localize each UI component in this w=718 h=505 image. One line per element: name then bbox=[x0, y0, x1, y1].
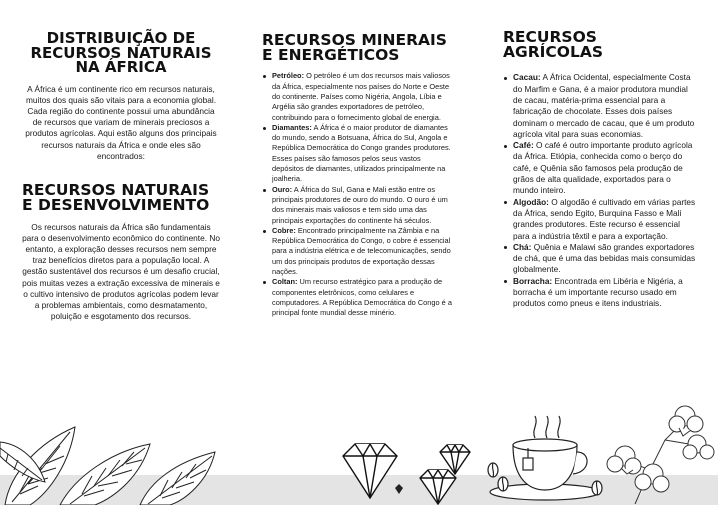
minerals-list bbox=[262, 71, 452, 318]
column-intro bbox=[22, 0, 220, 322]
section-title-development: RECURSOS NATURAIS E DESENVOLVIMENTO bbox=[22, 180, 210, 214]
item-term: Cacau: bbox=[513, 72, 541, 83]
agriculture-list bbox=[503, 72, 697, 309]
item-term: Coltan: bbox=[272, 277, 298, 287]
list-item bbox=[503, 242, 697, 276]
minerals-title: RECURSOS MINERAIS E ENERGÉTICOS bbox=[262, 31, 447, 65]
item-text: O café é outro importante produto agrícola da África. Etiópia, conhecida como o berço do café, e Quênia são famosos pela produção de grãos de alta qualidade, exportados para o mundo inteiro. bbox=[513, 140, 693, 196]
list-item bbox=[503, 197, 697, 242]
list-item bbox=[503, 72, 697, 140]
column-agriculture bbox=[503, 0, 697, 310]
item-text: Encontrado principalmente na Zâmbia e na República Democrática do Congo, o cobre é essencial para a indústria elétrica e de telecomunicações, sendo um dos principais produtos de exportação dessas nações. bbox=[272, 225, 451, 277]
item-text: A África Ocidental, especialmente Costa do Marfim e Gana, é a maior produtora mundial de cacau, matéria-prima essencial para a fabricação de chocolate. Esses dois países dominam o mercado de cacau, que é um produto agrícola vital para suas economias. bbox=[513, 72, 695, 139]
item-text: Encontrada em Libéria e Nigéria, a borracha é um importante recurso usado em produtos como pneus e itens industriais. bbox=[513, 275, 683, 309]
item-text: Um recurso estratégico para a produção de componentes eletrônicos, como celulares e computadores. A República Democrática do Congo é a principal fonte mundial desse minério. bbox=[272, 277, 452, 318]
item-term: Ouro: bbox=[272, 184, 293, 194]
list-item bbox=[262, 277, 452, 318]
item-term: Café: bbox=[513, 140, 534, 151]
diamonds-icon bbox=[335, 438, 480, 505]
development-paragraph: Os recursos naturais da África são fundamentais para o desenvolvimento econômico do continente. No entanto, a exploração desses recursos nem sempre traz benefícios diretos para a população local. A gestão sustentável dos recursos é um desafio crucial, pois muitas vezes a extração excessiva de minerais e o cultivo intensivo de produtos agrícolas podem levar a problemas ambientais, como desmatamento, poluição e esgotamento dos recursos. bbox=[22, 222, 220, 321]
tropical-leaves-icon bbox=[0, 382, 230, 505]
item-text: A África do Sul, Gana e Mali estão entre os principais produtores de ouro do mundo. O ouro é um dos minerais mais valiosos e tem sido uma das principais exportações do continente há séculos. bbox=[272, 184, 448, 225]
item-term: Algodão: bbox=[513, 196, 549, 207]
item-term: Diamantes: bbox=[272, 122, 312, 132]
item-text: Quênia e Malawi são grandes exportadores de chá, que é uma das bebidas mais consumidas globalmente. bbox=[513, 241, 696, 275]
intro-paragraph: A África é um continente rico em recursos naturais, muitos dos quais são vitais para a economia global. Cada região do continente possui uma abundância de recursos que variam de minerais preciosos a produtos agrícolas. Aqui estão alguns dos principais recursos naturais da África e onde eles são encontrados: bbox=[25, 84, 217, 161]
list-item bbox=[262, 185, 452, 226]
list-item bbox=[262, 226, 452, 277]
list-item bbox=[503, 276, 697, 310]
column-minerals bbox=[262, 0, 452, 319]
item-text: O algodão é cultivado em várias partes da África, sendo Egito, Burquina Fasso e Mali grandes produtores. Este recurso é essencial para a indústria têxtil e para a exportação. bbox=[513, 196, 696, 241]
agriculture-title: RECURSOS AGRÍCOLAS bbox=[503, 28, 604, 62]
item-term: Petróleo: bbox=[272, 71, 305, 81]
item-term: Cobre: bbox=[272, 225, 296, 235]
item-term: Chá: bbox=[513, 241, 532, 252]
item-text: A África é o maior produtor de diamantes do mundo, sendo a Botsuana, África do Sul, Angola e República Democrática do Congo grandes produtores. Esses países são famosos pelos seus vastos depósitos de diamantes, utilizados principalmente na joalheria. bbox=[272, 122, 451, 184]
coffee-cup-and-cotton-icon bbox=[485, 400, 718, 505]
list-item bbox=[262, 123, 452, 185]
list-item bbox=[262, 71, 452, 122]
item-text: O petróleo é um dos recursos mais valiosos da África, especialmente nos países do Norte e Oeste do continente. Países como Nigéria, Angola, Líbia e Argélia são grandes exportadores de petróleo, contribuindo para o fornecimento global de energia. bbox=[272, 71, 450, 122]
item-term: Borracha: bbox=[513, 275, 553, 286]
list-item bbox=[503, 140, 697, 196]
main-title: DISTRIBUIÇÃO DE RECURSOS NATURAIS NA ÁFRICA bbox=[30, 29, 212, 77]
